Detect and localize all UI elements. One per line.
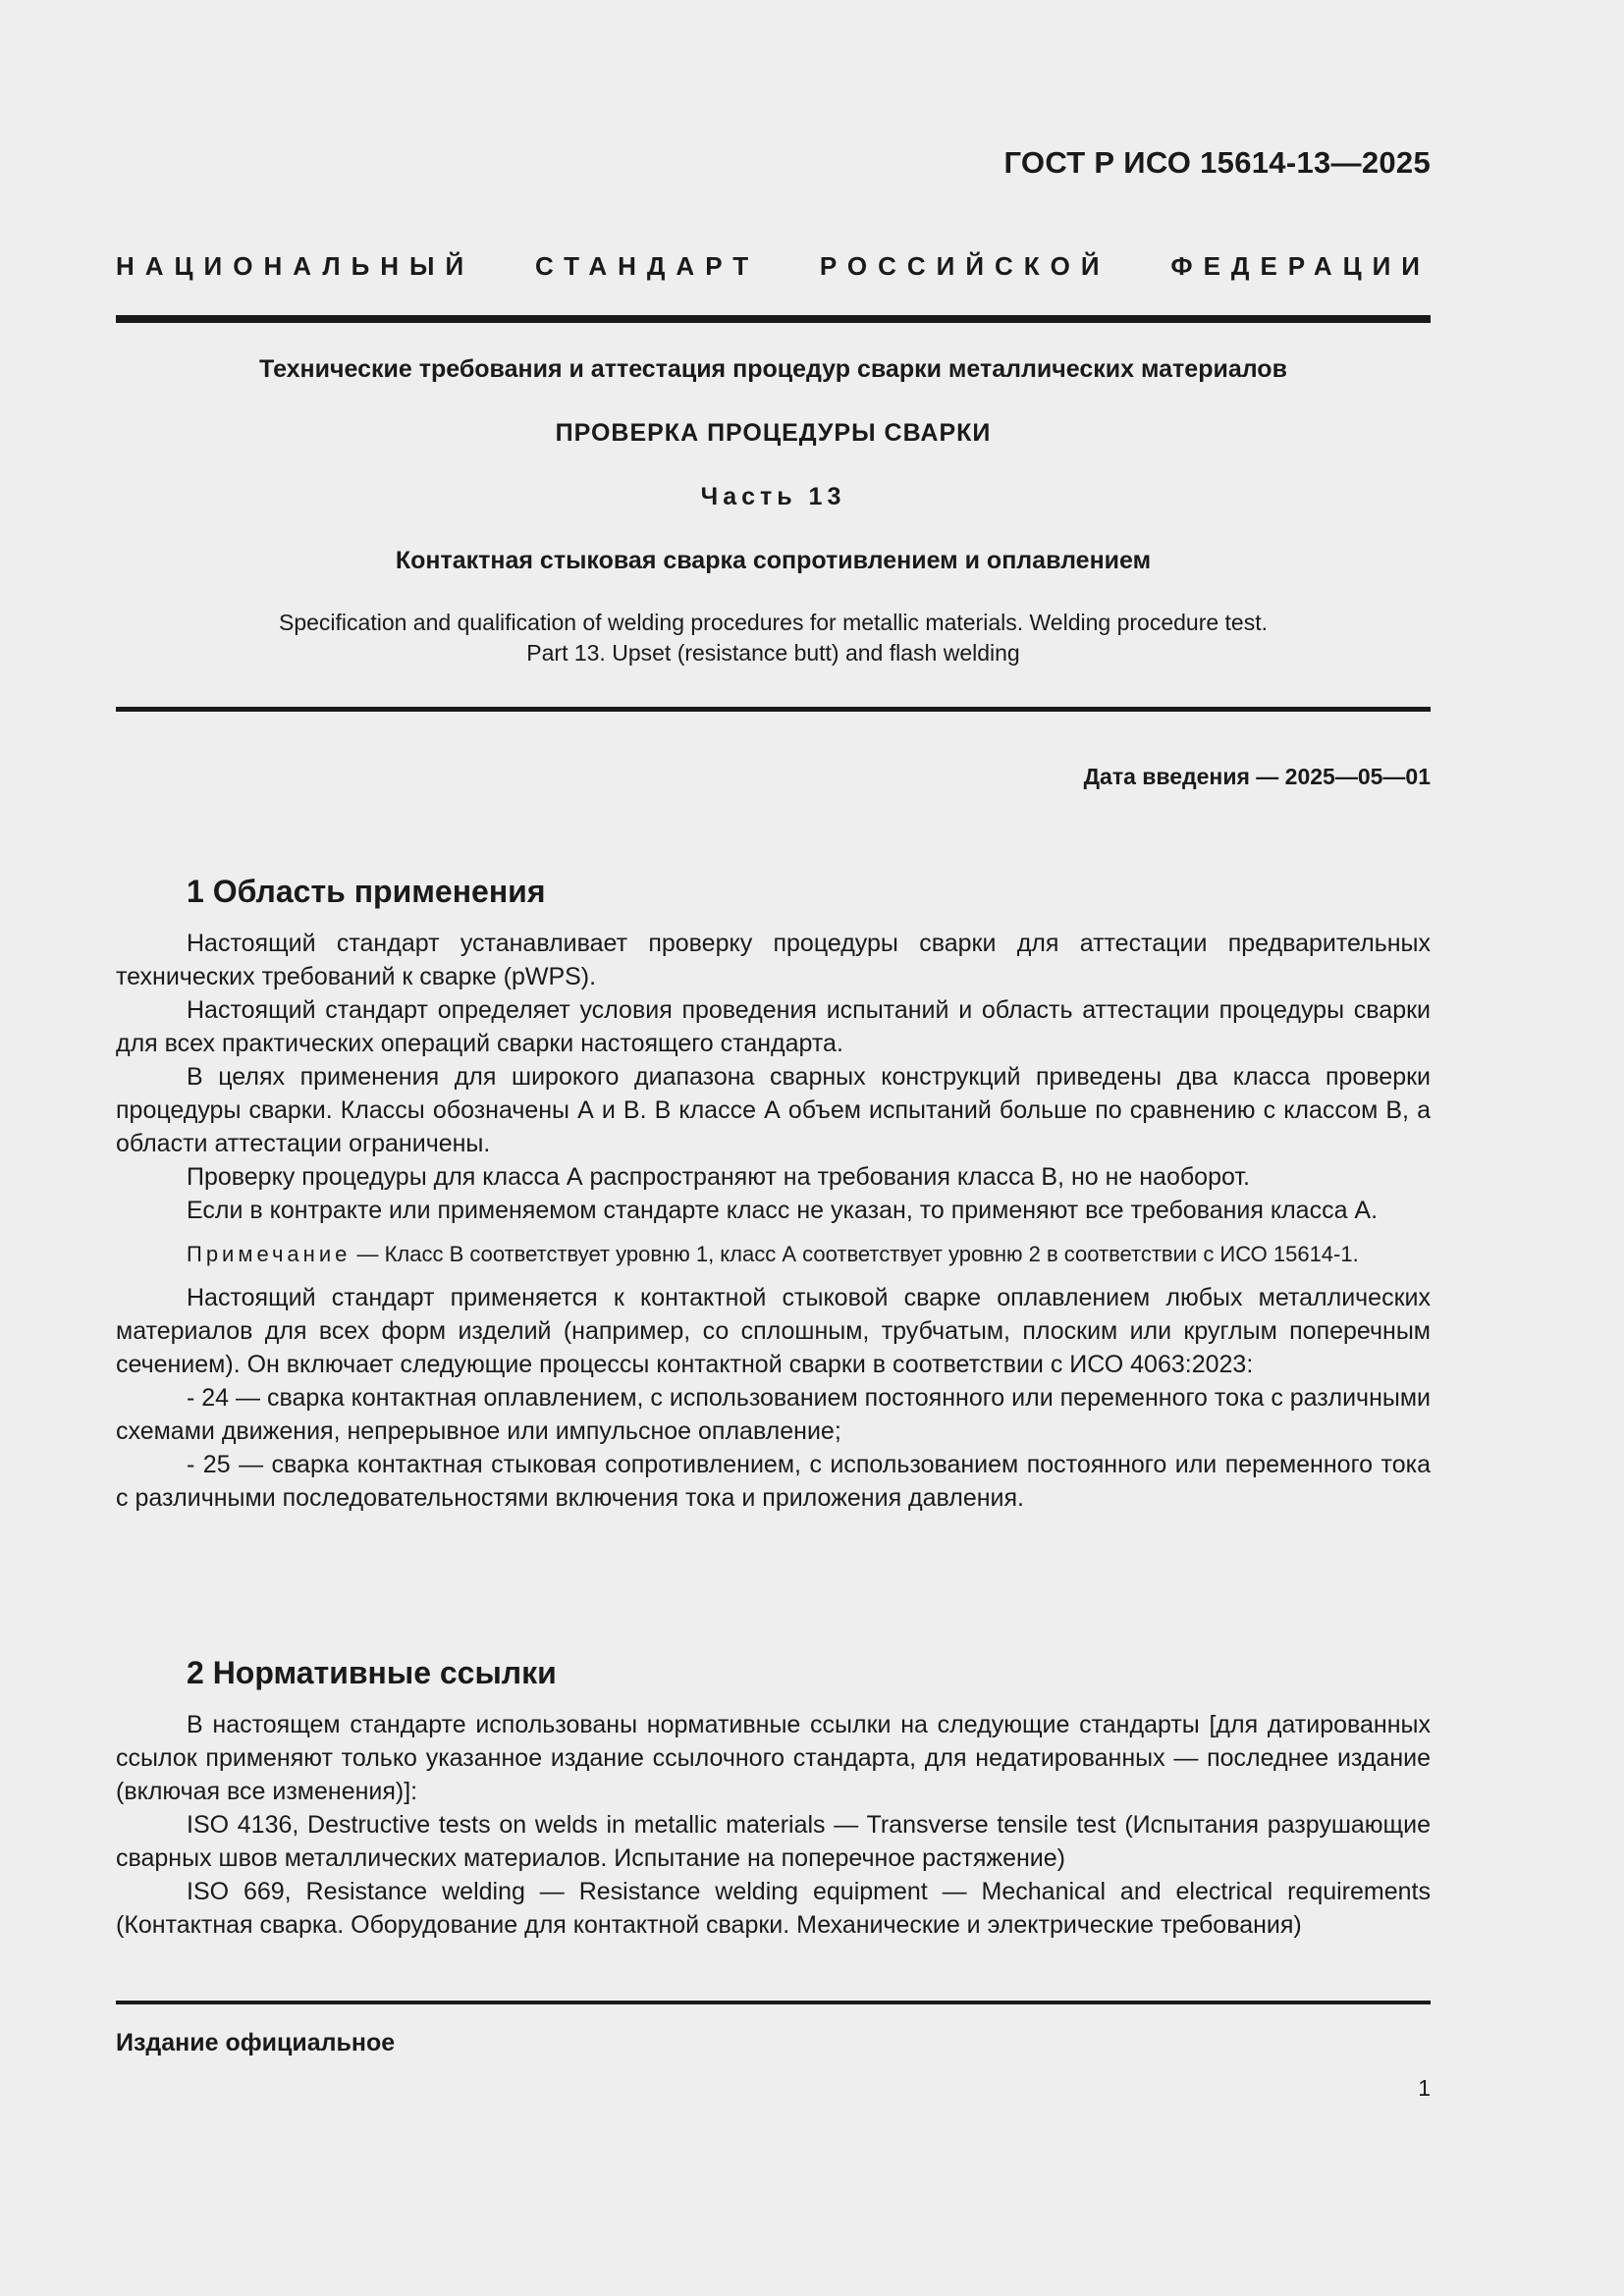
effective-date: Дата введения — 2025—05—01 — [1083, 764, 1431, 789]
section-1-paragraph: В целях применения для широкого диапазона сварных конструкций приведены два класса проверки процедуры сварки. Классы обозначены А и В. В классе А объем испытаний больше по сравнению с классом В, а области аттестации ограничены. — [116, 1063, 1431, 1157]
header-rule — [116, 315, 1431, 323]
section-2-heading: 2 Нормативные ссылки — [187, 1655, 557, 1690]
section-1-paragraph: Проверку процедуры для класса А распространяют на требования класса В, но не наоборот. — [187, 1163, 1250, 1191]
part-number: Часть 13 — [700, 483, 846, 510]
normative-reference: ISO 4136, Destructive tests on welds in metallic materials — Transverse tensile test (Испытания разрушающие сварных швов металлических материалов. Испытание на поперечное растяжение) — [116, 1811, 1431, 1872]
normative-reference: ISO 669, Resistance welding — Resistance welding equipment — Mechanical and electrical requirements (Контактная сварка. Оборудование для контактной сварки. Механические и электрические требования) — [116, 1878, 1431, 1939]
note — [116, 1239, 1431, 1269]
process-list-item: - 25 — сварка контактная стыковая сопротивлением, с использованием постоянного или переменного тока с различными последовательностями включения тока и приложения давления. — [116, 1451, 1431, 1512]
section-1-paragraph: Настоящий стандарт устанавливает проверку процедуры сварки для аттестации предварительных технических требований к сварке (pWPS). — [116, 930, 1431, 990]
english-title-line-1: Specification and qualification of welding procedures for metallic materials. Welding procedure test. — [279, 610, 1268, 635]
note-text: — Класс В соответствует уровню 1, класс А соответствует уровню 2 в соответствии с ИСО 15614-1. — [351, 1242, 1359, 1266]
section-2 — [116, 1653, 1431, 1942]
section-1-paragraph: Настоящий стандарт применяется к контактной стыковой сварке оплавлением любых металлических материалов для всех форм изделий (например, со сплошным, трубчатым, плоским или круглым поперечным сечением). Он включает следующие процессы контактной сварки в соответствии с ИСО 4063:2023: — [116, 1284, 1431, 1378]
section-2-paragraph: В настоящем стандарте использованы нормативные ссылки на следующие стандарты [для датированных ссылок применяют только указанное издание ссылочного стандарта, для недатированных — последнее издание (включая все изменения)]: — [116, 1711, 1431, 1805]
official-edition-label: Издание официальное — [116, 2029, 396, 2056]
national-standard-banner: НАЦИОНАЛЬНЫЙ СТАНДАРТ РОССИЙСКОЙ ФЕДЕРАЦИИ — [116, 251, 1431, 281]
section-1-paragraph: Если в контракте или применяемом стандарте класс не указан, то применяют все требования класса А. — [187, 1197, 1379, 1224]
footer-rule — [116, 2001, 1431, 2004]
section-1-paragraph: Настоящий стандарт определяет условия проведения испытаний и область аттестации процедуры сварки для всех практических операций сварки настоящего стандарта. — [116, 996, 1431, 1057]
standard-subtitle: ПРОВЕРКА ПРОЦЕДУРЫ СВАРКИ — [555, 419, 992, 447]
part-title: Контактная стыковая сварка сопротивлением и оплавлением — [395, 547, 1152, 574]
english-title-line-2: Part 13. Upset (resistance butt) and flash welding — [526, 640, 1020, 666]
title-rule — [116, 707, 1431, 712]
section-1-heading: 1 Область применения — [187, 874, 546, 909]
note-label: Примечание — [187, 1242, 352, 1266]
english-title — [116, 608, 1431, 668]
page-number: 1 — [1418, 2075, 1431, 2101]
process-list-item: - 24 — сварка контактная оплавлением, с использованием постоянного или переменного тока с различными схемами движения, непрерывное или импульсное оплавление; — [116, 1384, 1431, 1445]
document-number: ГОСТ Р ИСО 15614-13—2025 — [1003, 145, 1431, 180]
section-1 — [116, 872, 1431, 1515]
standard-title: Технические требования и аттестация процедур сварки металлических материалов — [259, 355, 1287, 383]
